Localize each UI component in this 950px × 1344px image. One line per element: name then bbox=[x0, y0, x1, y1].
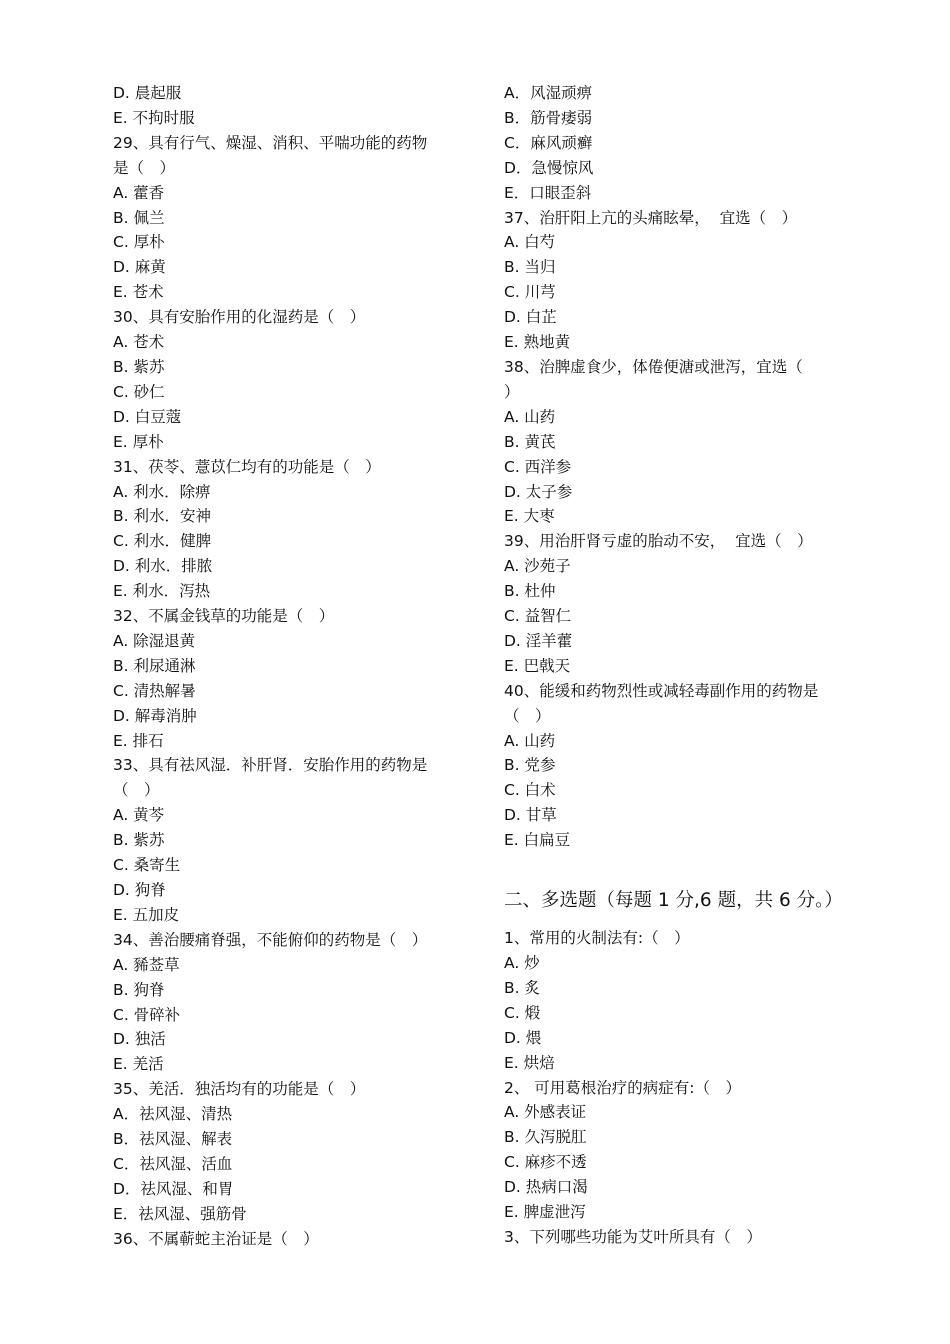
answer-option: E. 厚朴 bbox=[113, 432, 164, 451]
answer-option: E．祛风湿、强筋骨 bbox=[113, 1204, 247, 1223]
answer-option: B. 当归 bbox=[504, 258, 556, 277]
answer-option: B. 杜仲 bbox=[504, 582, 556, 601]
answer-option: C．麻风顽癣 bbox=[504, 133, 593, 152]
answer-option: D. 甘草 bbox=[504, 806, 557, 825]
answer-option: C. 厚朴 bbox=[113, 233, 165, 252]
left-column bbox=[113, 81, 478, 1252]
question-text: （ ） bbox=[113, 781, 160, 800]
answer-option: D. 太子参 bbox=[504, 482, 573, 501]
answer-option: B. 紫苏 bbox=[113, 357, 165, 376]
answer-option: A. 利水．除痹 bbox=[113, 482, 211, 501]
answer-option: B. 紫苏 bbox=[113, 831, 165, 850]
answer-option: C．祛风湿、活血 bbox=[113, 1154, 233, 1173]
answer-option: B. 利水．安神 bbox=[113, 507, 211, 526]
answer-option: B. 党参 bbox=[504, 756, 556, 775]
answer-option: A. 除湿退黄 bbox=[113, 631, 196, 650]
answer-option: A. 白芍 bbox=[504, 233, 556, 252]
question-text: 38、治脾虚食少，体倦便溏或泄泻，宜选（ bbox=[504, 357, 803, 376]
question-text: 3、下列哪些功能为艾叶所具有（ ） bbox=[504, 1227, 762, 1246]
answer-option: A. 豨莶草 bbox=[113, 955, 180, 974]
answer-option: A. 藿香 bbox=[113, 183, 165, 202]
question-text: 30、具有安胎作用的化湿药是（ ） bbox=[113, 308, 366, 327]
answer-option: E. 烘焙 bbox=[504, 1053, 555, 1072]
text-line: E. 不拘时服 bbox=[113, 108, 195, 127]
answer-option: C. 清热解暑 bbox=[113, 681, 196, 700]
answer-option: B．筋骨痿弱 bbox=[504, 108, 593, 127]
answer-option: A．风湿顽痹 bbox=[504, 84, 593, 102]
question-text: 2、 可用葛根治疗的病症有:（ ） bbox=[504, 1078, 742, 1097]
question-text: 34、善治腰痛脊强，不能俯仰的药物是（ ） bbox=[113, 930, 428, 949]
text-line: D. 晨起服 bbox=[113, 84, 182, 102]
answer-option: B. 黄芪 bbox=[504, 432, 556, 451]
answer-option: A．祛风湿、清热 bbox=[113, 1105, 233, 1124]
answer-option: C. 骨碎补 bbox=[113, 1005, 181, 1024]
question-text: 1、常用的火制法有:（ ） bbox=[504, 929, 690, 948]
answer-option: E. 苍术 bbox=[113, 283, 164, 302]
answer-option: A. 炒 bbox=[504, 954, 540, 972]
answer-option: E. 熟地黄 bbox=[504, 333, 571, 352]
answer-option: A. 苍术 bbox=[113, 333, 165, 352]
answer-option: D．祛风湿、和胃 bbox=[113, 1179, 234, 1198]
answer-option: D. 独活 bbox=[113, 1030, 166, 1049]
question-text: 40、能缓和药物烈性或减轻毒副作用的药物是 bbox=[504, 681, 819, 700]
answer-option: B. 久泻脱肛 bbox=[504, 1128, 587, 1147]
answer-option: D．急慢惊风 bbox=[504, 158, 594, 177]
answer-option: C. 西洋参 bbox=[504, 457, 572, 476]
question-text: ） bbox=[504, 382, 520, 401]
answer-option: E. 五加皮 bbox=[113, 905, 180, 924]
answer-option: C. 益智仁 bbox=[504, 607, 572, 626]
question-text: 33、具有祛风湿．补肝肾．安胎作用的药物是 bbox=[113, 756, 428, 775]
question-text: 29、具有行气、燥湿、消积、平喘功能的药物 bbox=[113, 133, 428, 152]
answer-option: C. 桑寄生 bbox=[113, 856, 181, 875]
answer-option: C. 川芎 bbox=[504, 283, 556, 302]
answer-option: E．口眼歪斜 bbox=[504, 183, 592, 202]
answer-option: D. 热病口渴 bbox=[504, 1178, 588, 1197]
answer-option: E. 白扁豆 bbox=[504, 831, 571, 850]
answer-option: D. 狗脊 bbox=[113, 881, 166, 899]
answer-option: E. 巴戟天 bbox=[504, 656, 571, 675]
answer-option: A. 黄芩 bbox=[113, 806, 165, 825]
question-text: 32、不属金钱草的功能是（ ） bbox=[113, 607, 335, 626]
answer-option: C. 利水．健脾 bbox=[113, 532, 212, 551]
answer-option: A. 沙苑子 bbox=[504, 557, 571, 576]
question-text: 35、羌活．独活均有的功能是（ ） bbox=[113, 1080, 366, 1099]
answer-option: D. 煨 bbox=[504, 1028, 542, 1047]
question-text: 是（ ） bbox=[113, 158, 176, 177]
question-text: 31、茯苓、薏苡仁均有的功能是（ ） bbox=[113, 457, 381, 476]
answer-option: C. 煅 bbox=[504, 1003, 541, 1022]
answer-option: E. 脾虚泄泻 bbox=[504, 1203, 586, 1222]
answer-option: A. 外感表证 bbox=[504, 1103, 587, 1122]
answer-option: D. 淫羊藿 bbox=[504, 631, 573, 650]
answer-option: D. 解毒消肿 bbox=[113, 706, 197, 725]
answer-option: E. 利水．泻热 bbox=[113, 582, 211, 601]
answer-option: B. 佩兰 bbox=[113, 208, 165, 227]
answer-option: E. 羌活 bbox=[113, 1055, 164, 1074]
right-column bbox=[504, 81, 866, 1250]
section-heading: 二、多选题（每题 1 分,6 题，共 6 分。） bbox=[504, 890, 843, 912]
answer-option: D. 白豆蔻 bbox=[113, 407, 182, 426]
answer-option: A. 山药 bbox=[504, 407, 556, 426]
answer-option: B. 炙 bbox=[504, 978, 540, 997]
answer-option: B. 狗脊 bbox=[113, 980, 165, 999]
answer-option: D. 白芷 bbox=[504, 308, 557, 327]
question-text: 37、治肝阳上亢的头痛眩晕， 宜选（ ） bbox=[504, 208, 798, 227]
answer-option: C. 砂仁 bbox=[113, 382, 165, 401]
answer-option: D. 利水．排脓 bbox=[113, 557, 213, 576]
answer-option: D. 麻黄 bbox=[113, 258, 166, 277]
answer-option: C. 麻疹不透 bbox=[504, 1153, 587, 1172]
answer-option: B. 利尿通淋 bbox=[113, 656, 196, 675]
answer-option: E. 大枣 bbox=[504, 507, 555, 526]
question-text: 36、不属蕲蛇主治证是（ ） bbox=[113, 1229, 319, 1248]
question-text: 39、用治肝肾亏虚的胎动不安， 宜选（ ） bbox=[504, 532, 813, 551]
answer-option: E. 排石 bbox=[113, 731, 164, 750]
answer-option: B．祛风湿、解表 bbox=[113, 1130, 233, 1149]
question-text: （ ） bbox=[504, 706, 551, 725]
answer-option: A. 山药 bbox=[504, 731, 556, 750]
answer-option: C. 白术 bbox=[504, 781, 556, 800]
